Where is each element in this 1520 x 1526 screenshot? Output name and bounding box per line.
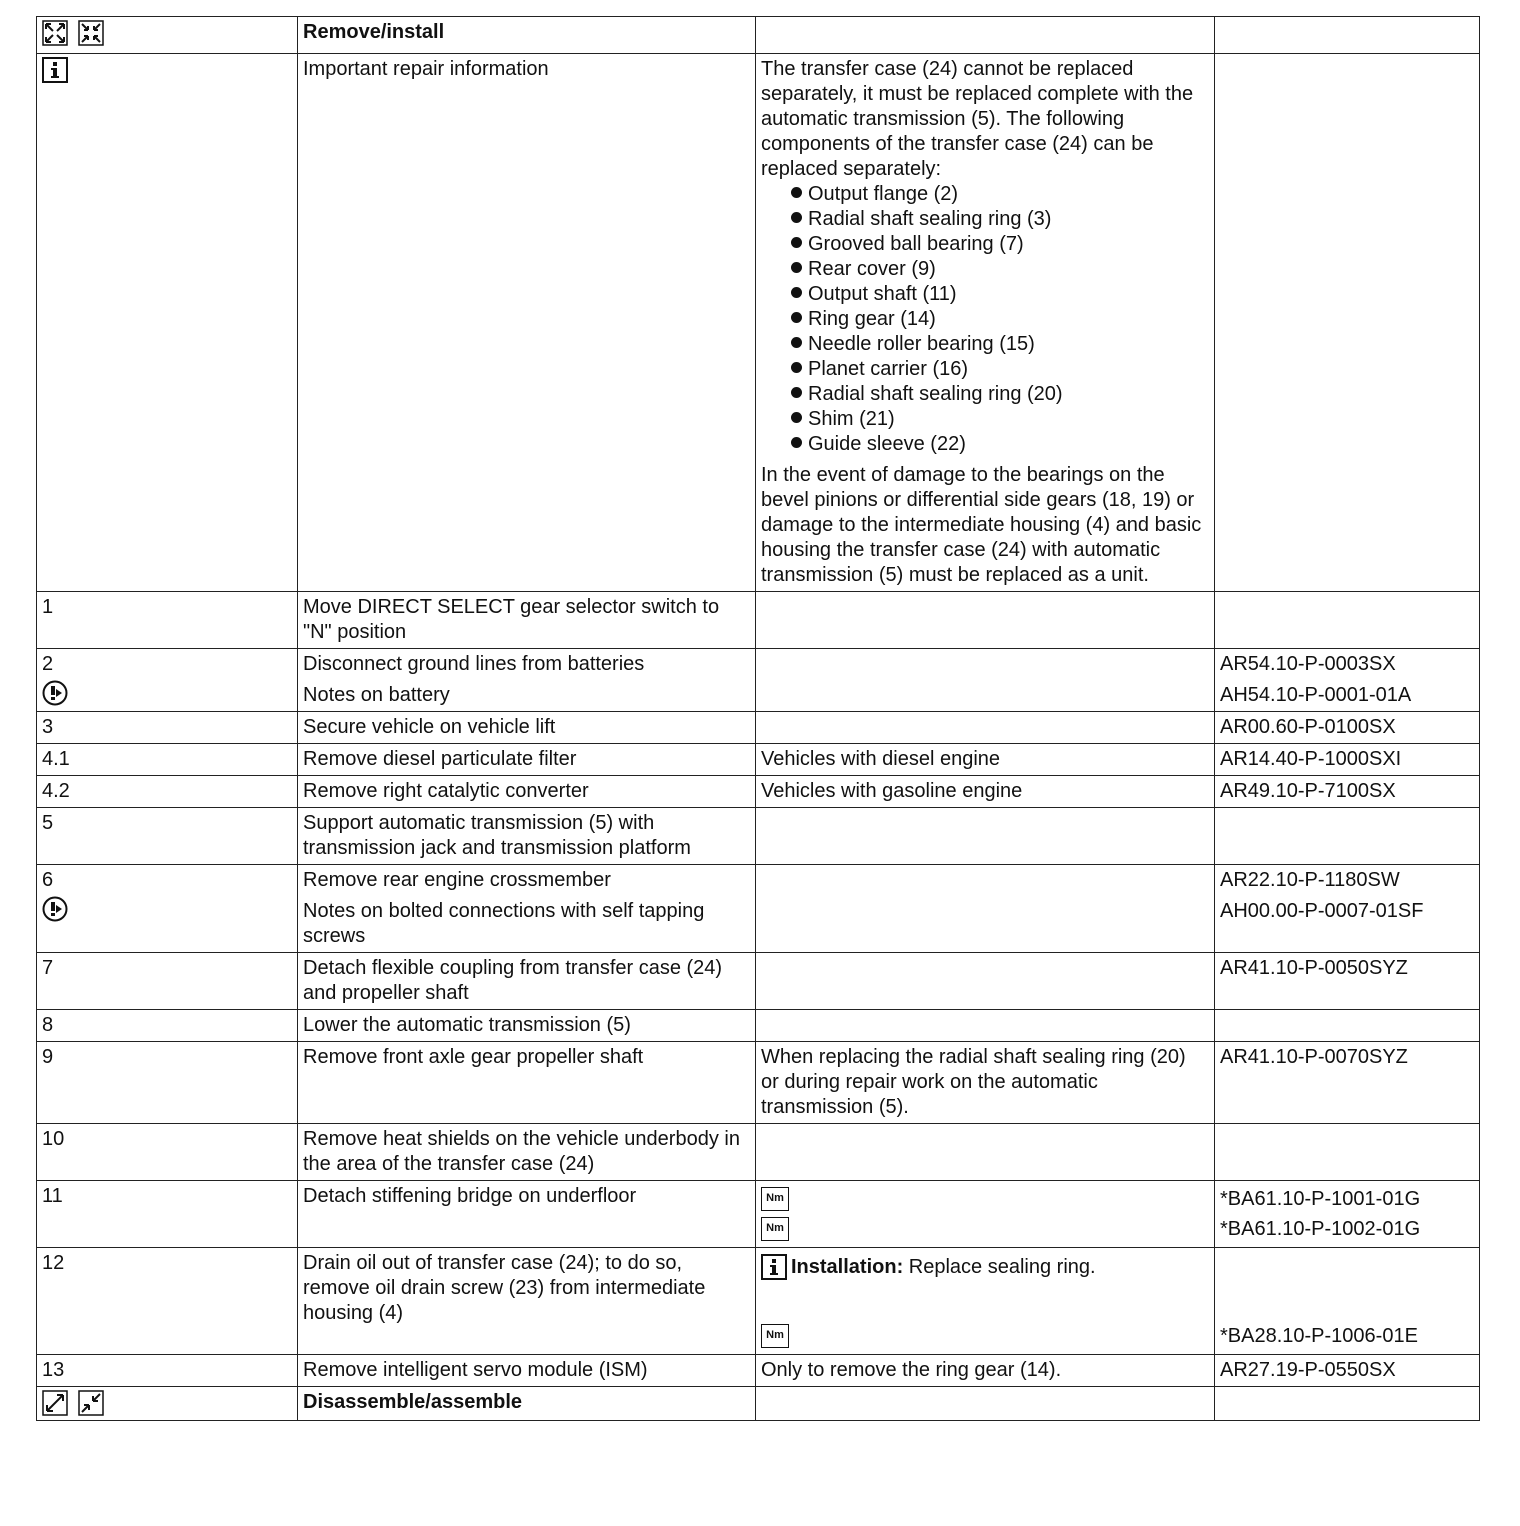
list-item: Needle roller bearing (15)	[761, 332, 1209, 357]
step-number: 12	[37, 1248, 298, 1355]
installation-text: Replace sealing ring.	[908, 1255, 1096, 1278]
step-row	[37, 953, 1480, 1010]
step-number: 13	[37, 1355, 298, 1387]
empty-cell	[756, 1010, 1215, 1042]
ref-cell	[1215, 865, 1480, 953]
nm-torque-icon: Nm	[761, 1324, 789, 1348]
step-condition: Vehicles with diesel engine	[756, 744, 1215, 776]
doc-reference-link[interactable]: AR22.10-P-1180SW	[1220, 869, 1400, 891]
empty-cell	[1215, 54, 1480, 592]
empty-cell	[756, 592, 1215, 649]
step-text: Remove intelligent servo module (ISM)	[298, 1355, 756, 1387]
list-item: Output shaft (11)	[761, 282, 1209, 307]
step-number-cell	[37, 865, 298, 953]
nm-torque-icon: Nm	[761, 1217, 789, 1241]
empty-cell	[756, 1124, 1215, 1181]
step-number: 1	[37, 592, 298, 649]
step-text: Remove front axle gear propeller shaft	[298, 1042, 756, 1124]
empty-cell	[756, 808, 1215, 865]
step-number: 7	[37, 953, 298, 1010]
step-text: Remove diesel particulate filter	[298, 744, 756, 776]
step-text-cell	[298, 865, 756, 953]
nm-torque-icon: Nm	[761, 1187, 789, 1211]
diagonal-collapse-icon	[78, 1390, 104, 1416]
doc-reference-link[interactable]: AR49.10-P-7100SX	[1215, 776, 1480, 808]
step-row	[37, 1181, 1480, 1248]
list-item: Ring gear (14)	[761, 307, 1209, 332]
step-condition: Only to remove the ring gear (14).	[756, 1355, 1215, 1387]
step-number: 4.2	[37, 776, 298, 808]
doc-reference-link[interactable]: AH54.10-P-0001-01A	[1220, 684, 1412, 706]
step-row	[37, 865, 1480, 953]
step-row	[37, 649, 1480, 712]
step-row	[37, 744, 1480, 776]
info-icon-cell	[37, 54, 298, 592]
step-text: Support automatic transmission (5) with transmission jack and transmission platform	[298, 808, 756, 865]
note-circle-icon	[42, 896, 68, 922]
list-item: Rear cover (9)	[761, 257, 1209, 282]
empty-cell	[756, 1387, 1215, 1421]
empty-cell	[1215, 17, 1480, 54]
info-label: Important repair information	[298, 54, 756, 592]
step-text: Remove heat shields on the vehicle underbody in the area of the transfer case (24)	[298, 1124, 756, 1181]
empty-cell	[756, 649, 1215, 712]
step-row	[37, 1355, 1480, 1387]
step-row	[37, 808, 1480, 865]
list-item: Radial shaft sealing ring (3)	[761, 207, 1209, 232]
empty-cell	[1215, 1124, 1480, 1181]
step-note: Notes on battery	[303, 684, 450, 706]
step-text-cell	[298, 649, 756, 712]
step-row	[37, 592, 1480, 649]
doc-reference-link[interactable]: *BA61.10-P-1001-01G	[1220, 1187, 1421, 1210]
empty-cell	[756, 865, 1215, 953]
step-text: Detach flexible coupling from transfer case (24) and propeller shaft	[298, 953, 756, 1010]
info-icon	[761, 1254, 787, 1280]
step-number-cell	[37, 649, 298, 712]
step-text: Secure vehicle on vehicle lift	[298, 712, 756, 744]
step-number: 3	[37, 712, 298, 744]
step-number: 8	[37, 1010, 298, 1042]
install-note-cell	[756, 1248, 1215, 1355]
repair-procedure-table	[36, 16, 1480, 1421]
step-text: Remove right catalytic converter	[298, 776, 756, 808]
doc-reference-link[interactable]: *BA61.10-P-1002-01G	[1220, 1217, 1421, 1240]
section-title: Disassemble/assemble	[298, 1387, 756, 1421]
step-condition: Vehicles with gasoline engine	[756, 776, 1215, 808]
empty-cell	[1215, 1010, 1480, 1042]
info-text-cell	[756, 54, 1215, 592]
doc-reference-link[interactable]: AR00.60-P-0100SX	[1215, 712, 1480, 744]
info-outro: In the event of damage to the bearings on the bevel pinions or differential side gears (18, 19) or damage to the intermediate housing (4) and basic housing the transfer case (24) with automatic transmission (5) must be replaced as a unit.	[761, 464, 1202, 586]
empty-cell	[1215, 808, 1480, 865]
step-row	[37, 1124, 1480, 1181]
step-number: 4.1	[37, 744, 298, 776]
step-row	[37, 1010, 1480, 1042]
info-row	[37, 54, 1480, 592]
empty-cell	[1215, 592, 1480, 649]
diagonal-expand-icon	[42, 1390, 68, 1416]
step-row	[37, 1042, 1480, 1124]
step-note: Notes on bolted connections with self tapping screws	[303, 900, 705, 947]
note-circle-icon	[42, 680, 68, 706]
collapse-arrows-icon	[78, 20, 104, 46]
info-icon	[42, 57, 68, 83]
torque-cell	[756, 1181, 1215, 1248]
step-text: Disconnect ground lines from batteries	[303, 653, 645, 675]
empty-cell	[1215, 1387, 1480, 1421]
step-condition: When replacing the radial shaft sealing ring (20) or during repair work on the automatic transmission (5).	[756, 1042, 1215, 1124]
list-item: Radial shaft sealing ring (20)	[761, 382, 1209, 407]
step-text: Lower the automatic transmission (5)	[298, 1010, 756, 1042]
list-item: Guide sleeve (22)	[761, 432, 1209, 457]
step-row	[37, 1248, 1480, 1355]
ref-cell	[1215, 1248, 1480, 1355]
list-item: Output flange (2)	[761, 182, 1209, 207]
doc-reference-link[interactable]: AR41.10-P-0050SYZ	[1215, 953, 1480, 1010]
empty-cell	[756, 17, 1215, 54]
step-number: 5	[37, 808, 298, 865]
expand-arrows-icon	[42, 20, 68, 46]
empty-cell	[756, 712, 1215, 744]
doc-reference-link[interactable]: *BA28.10-P-1006-01E	[1220, 1324, 1418, 1347]
doc-reference-link[interactable]: AR14.40-P-1000SXI	[1215, 744, 1480, 776]
step-text: Detach stiffening bridge on underfloor	[298, 1181, 756, 1248]
list-item: Shim (21)	[761, 407, 1209, 432]
doc-reference-link[interactable]: AR54.10-P-0003SX	[1220, 653, 1396, 675]
step-number: 10	[37, 1124, 298, 1181]
doc-reference-link[interactable]: AR27.19-P-0550SX	[1215, 1355, 1480, 1387]
section-title: Remove/install	[298, 17, 756, 54]
list-item: Grooved ball bearing (7)	[761, 232, 1209, 257]
list-item: Planet carrier (16)	[761, 357, 1209, 382]
empty-cell	[756, 953, 1215, 1010]
step-text: Move DIRECT SELECT gear selector switch to "N" position	[298, 592, 756, 649]
ref-cell	[1215, 649, 1480, 712]
step-number: 11	[37, 1181, 298, 1248]
header-row	[37, 17, 1480, 54]
step-row	[37, 776, 1480, 808]
step-text: Drain oil out of transfer case (24); to do so, remove oil drain screw (23) from intermediate housing (4)	[298, 1248, 756, 1355]
step-number: 2	[42, 653, 54, 675]
header-icons-cell	[37, 17, 298, 54]
step-number: 6	[42, 869, 54, 891]
footer-icons-cell	[37, 1387, 298, 1421]
step-number: 9	[37, 1042, 298, 1124]
info-intro: The transfer case (24) cannot be replaced separately, it must be replaced complete with the automatic transmission (5). The following components of the transfer case (24) can be replaced separately:	[761, 58, 1194, 180]
step-row	[37, 712, 1480, 744]
doc-reference-link[interactable]: AH00.00-P-0007-01SF	[1220, 900, 1424, 922]
footer-row	[37, 1387, 1480, 1421]
ref-cell	[1215, 1181, 1480, 1248]
step-text: Remove rear engine crossmember	[303, 869, 611, 891]
doc-reference-link[interactable]: AR41.10-P-0070SYZ	[1215, 1042, 1480, 1124]
installation-label: Installation:	[791, 1255, 904, 1278]
